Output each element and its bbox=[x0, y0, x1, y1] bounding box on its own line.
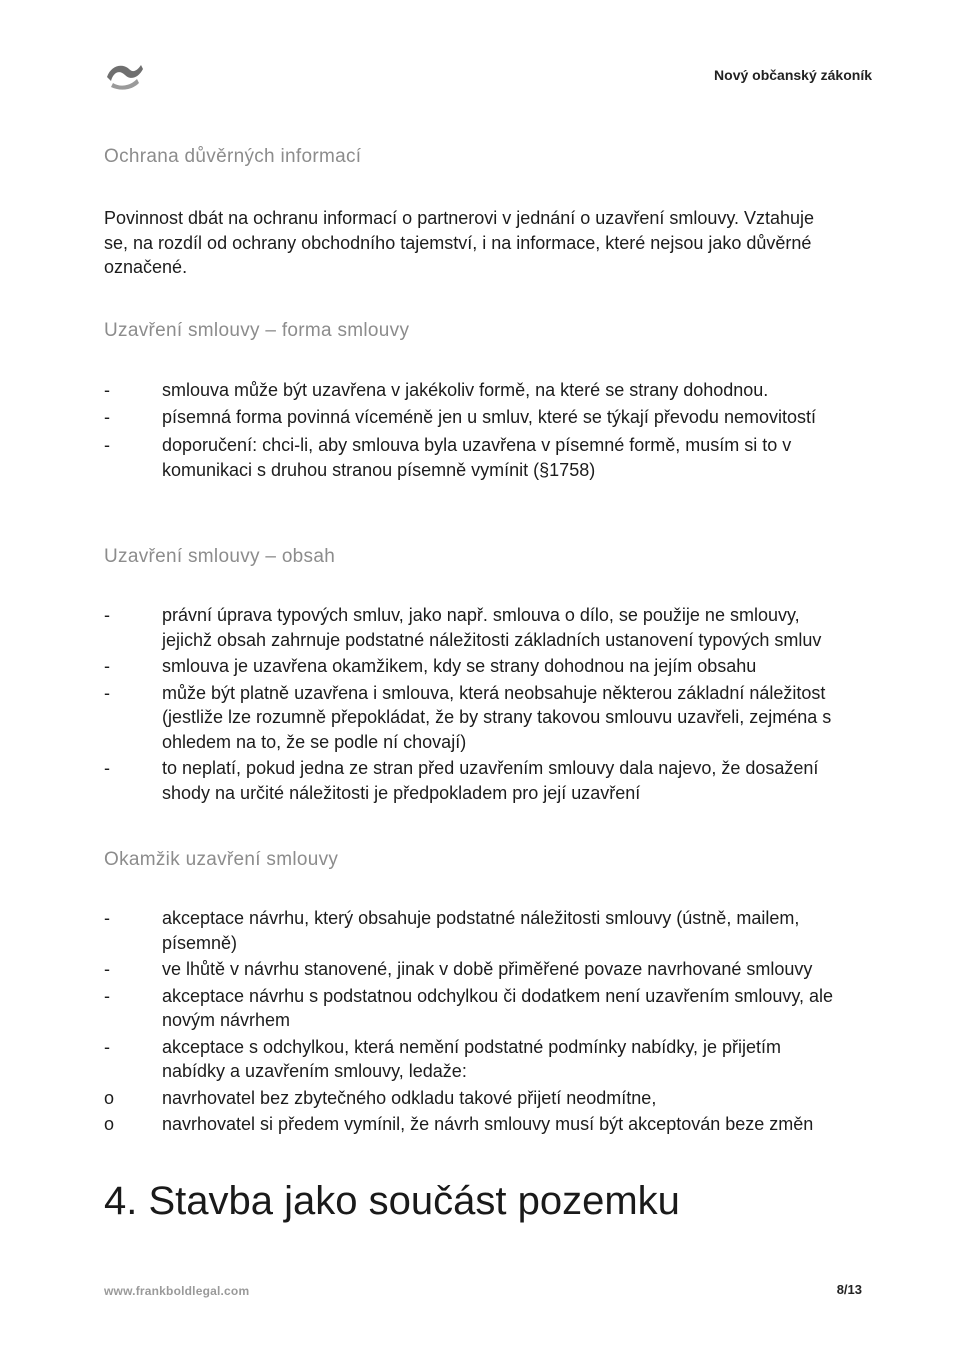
sub-list-item: o navrhovatel si předem vymínil, že návrh smlouvy musí být akceptován beze změn bbox=[104, 1114, 814, 1134]
list-item: - akceptace s odchylkou, která nemění podstatné podmínky nabídky, je přijetím nabídky a uzavřením smlouvy, ledaže: bbox=[104, 1036, 782, 1081]
list-item: - akceptace návrhu, který obsahuje podstatné náležitosti smlouvy (ústně, mailem, písemně) bbox=[104, 908, 800, 953]
list-item: - písemná forma povinná víceméně jen u smluv, které se týkají převodu nemovitostí bbox=[104, 406, 816, 427]
bullet-list bbox=[104, 378, 844, 482]
list-item: - to neplatí, pokud jedna ze stran před uzavřením smlouvy dala najevo, že dosažení shody na určité náležitosti je předpokladem pro její uzavření bbox=[104, 758, 819, 803]
frank-bold-logo-icon bbox=[103, 57, 147, 91]
section-heading: Uzavření smlouvy – obsah bbox=[104, 546, 336, 567]
chapter-heading: 4. Stavba jako součást pozemku bbox=[104, 1179, 680, 1223]
list-item: - doporučení: chci-li, aby smlouva byla uzavřena v písemné formě, musím si to v komunikaci s druhou stranou písemně vymínit (§1758) bbox=[104, 435, 792, 480]
list-item: - ve lhůtě v návrhu stanovené, jinak v době přiměřené povaze navrhované smlouvy bbox=[104, 959, 813, 979]
footer-website-link[interactable]: www.frankboldlegal.com bbox=[104, 1284, 250, 1298]
list-item: - smlouva může být uzavřena v jakékoliv formě, na které se strany dohodnou. bbox=[104, 380, 769, 400]
list-item: - může být platně uzavřena i smlouva, která neobsahuje některou základní náležitost (jestliže lze rozumně přepokládat, že by strany takovou smlouvu uzavřeli, zejména s ohledem na to, že se podle ní chovají) bbox=[104, 682, 832, 752]
bullet-list bbox=[104, 603, 844, 805]
paragraph: Povinnost dbát na ochranu informací o partnerovi v jednání o uzavření smlouvy. Vztahuje se, na rozdíl od ochrany obchodního tajemství, i na informace, které nejsou jako důvěrné označené. bbox=[104, 208, 815, 277]
section-heading: Uzavření smlouvy – forma smlouvy bbox=[104, 320, 410, 341]
list-item: - právní úprava typových smluv, jako např. smlouva o dílo, se použije ne smlouvy, jejichž obsah zahrnuje podstatné náležitosti základních ustanovení typových smluv bbox=[104, 605, 822, 650]
document-title: Nový občanský zákoník bbox=[714, 67, 872, 83]
list-item: - akceptace návrhu s podstatnou odchylkou či dodatkem není uzavřením smlouvy, ale novým návrhem bbox=[104, 985, 834, 1030]
sub-list-item: o navrhovatel bez zbytečného odkladu takové přijetí neodmítne, bbox=[104, 1087, 657, 1108]
list-item: - smlouva je uzavřena okamžikem, kdy se strany dohodnou na jejím obsahu bbox=[104, 656, 757, 676]
section-heading: Ochrana důvěrných informací bbox=[104, 146, 362, 167]
bullet-list bbox=[104, 906, 844, 1137]
page-number: 8/13 bbox=[836, 1282, 862, 1297]
section-heading: Okamžik uzavření smlouvy bbox=[104, 849, 339, 870]
